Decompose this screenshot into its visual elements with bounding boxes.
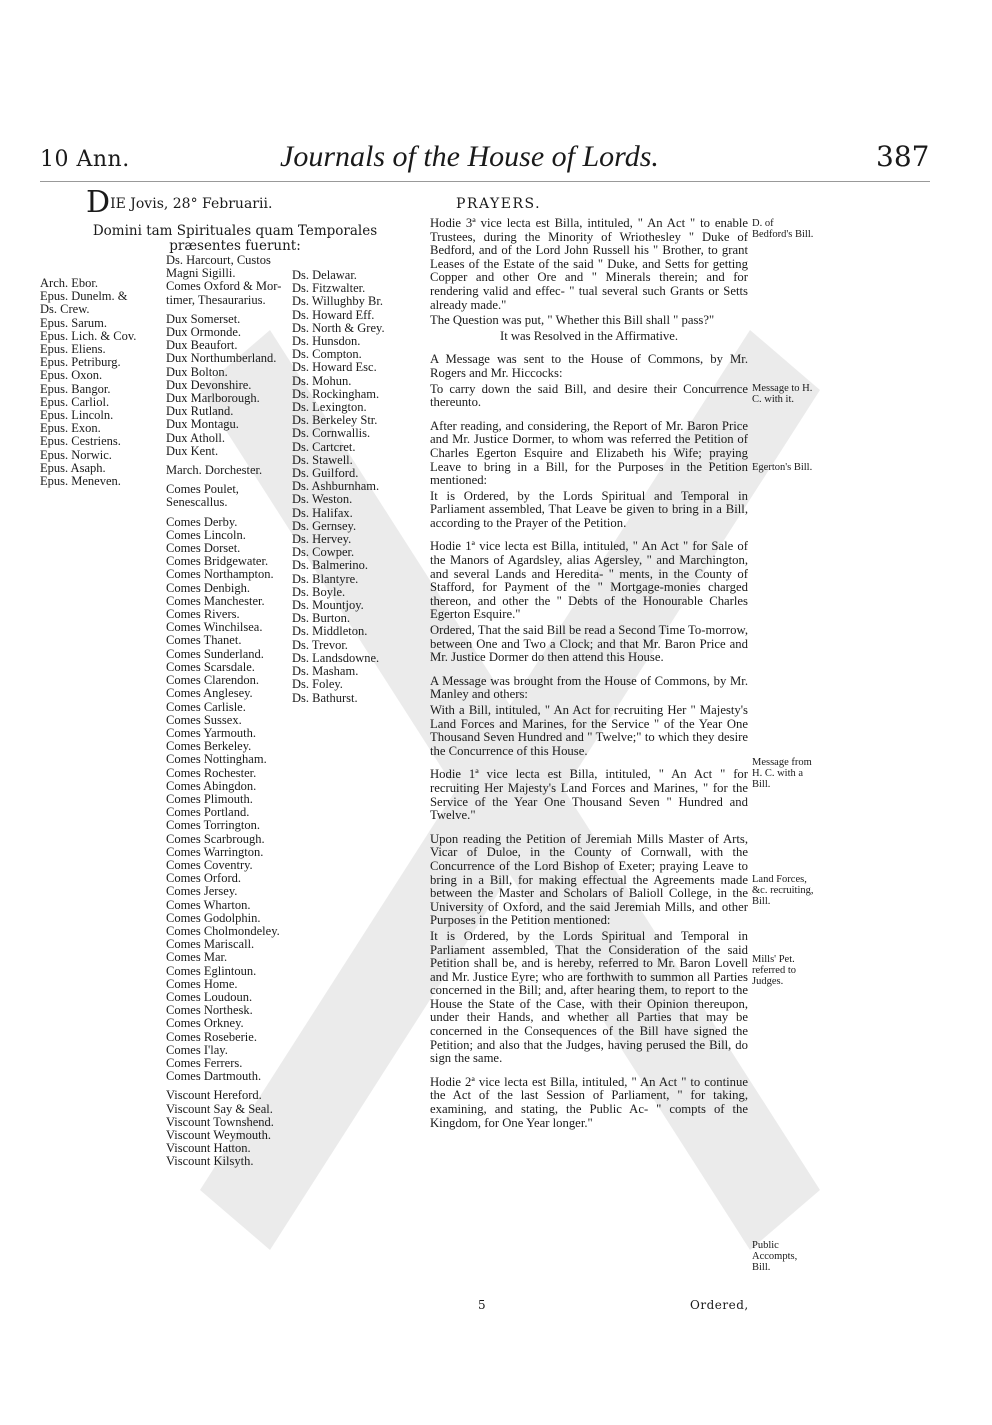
baron-entry: Ds. Howard Eff. [292,307,375,322]
bishop-entry: Epus. Dunelm. & [40,289,128,304]
bishop-entry: Epus. Lincoln. [40,408,114,423]
duke-entry: Dux Atholl. [166,430,226,445]
duke-entry: Dux Montagu. [166,417,239,432]
duke-entry: Dux Kent. [166,443,219,458]
viscount-entry: Viscount Townshend. [166,1114,274,1129]
viscount-entry: Viscount Kilsyth. [166,1154,254,1169]
earl-entry: Comes Rivers. [166,607,240,622]
earl-entry: Comes Cholmondeley. [166,923,280,938]
earl-entry: Comes Scarsdale. [166,659,255,674]
earl-entry: Comes Portland. [166,805,250,820]
bishop-entry: Epus. Lich. & Cov. [40,328,137,343]
duke-entry: Dux Ormonde. [166,325,241,340]
earl-entry: Comes Wharton. [166,897,251,912]
earl-entry: Comes Anglesey. [166,686,253,701]
margin-note-mills: Mills' Pet. referred to Judges. [752,954,797,987]
baron-entry: Ds. Compton. [292,347,362,362]
earl-entry: Comes Dorset. [166,541,241,556]
baron-entry: Ds. Fitzwalter. [292,281,366,296]
earl-entry: Comes Winchilsea. [166,620,263,635]
baron-entry: Ds. Bathurst. [292,690,358,705]
baron-entry: Ds. Stawell. [292,452,353,467]
earl-entry: Comes Warrington. [166,844,264,859]
viscount-entry: Viscount Say & Seal. [166,1101,273,1116]
earl-entry: Comes Derby. [166,514,238,529]
earl-entry: Comes Berkeley. [166,739,252,754]
baron-entry: Ds. Berkeley Str. [292,413,378,428]
duke-entry: Dux Marlborough. [166,391,260,406]
earl-entry: Comes Plimouth. [166,791,253,806]
bishop-entry: Ds. Crew. [40,302,90,317]
paragraph-agardsley-bill: Hodie 1ª vice lecta est Billa, intituled, " An Act " for Sale of the Manors of Agardsley, alias Agersley, " and Marchington, and several Lands and Heredita- " ments, in the County of Stafford, for Payment of the " Mortgage-monies charged thereon, and other the " Debts of the Honourable Charles Egerton Esquire." [430,539,748,622]
paragraph-mills-petition: Upon reading the Petition of Jeremiah Mills Master of Arts, Vicar of Duloe, in the County of Cornwall, with the Concurrence of the Lord Bishop of Exeter; praying Leave to bring in a Bill, for making effectual the Agreements made between the Master and Scholars of Balioll College, in the University of Oxford, and the said Jeremiah Mills, and other Purposes in the Petition mentioned: [430,831,748,928]
earl-entry: Comes Yarmouth. [166,725,256,740]
paragraph-bedford-bill: Hodie 3ª vice lecta est Billa, intituled, " An Act " to enable Trustees, during the Minority of Wriothesley " Duke of Bedford, and of the Lord John Russell his " Brother, to grant Leases of the Estate of the said " Duke, and Setts for getting Copper and other Ore and " Minerals therein; and for rendering valid and effec- " tual several such Grants or Setts already made." [430,216,748,312]
viscount-entry: Viscount Hereford. [166,1088,262,1103]
bishop-entry: Epus. Carliol. [40,394,110,409]
earl-entry: Comes I'lay. [166,1042,228,1057]
baron-entry: Ds. Balmerino. [292,558,369,573]
earl-entry: Comes Sunderland. [166,646,264,661]
baron-entry: Ds. Boyle. [292,584,346,599]
margin-note-land-forces: Land Forces, &c. recruiting, Bill. [752,874,814,907]
baron-entry: Ds. Rockingham. [292,386,380,401]
bishop-entry: Epus. Sarum. [40,315,108,330]
baron-entry: Ds. Halifax. [292,505,353,520]
baron-entry: Ds. Guilford. [292,466,359,481]
earl-entry: Comes Northesk. [166,1003,253,1018]
baron-entry: Ds. Middleton. [292,624,368,639]
earl-entry: Comes Roseberie. [166,1029,257,1044]
drop-initial: D [86,185,111,220]
bishop-entry: Epus. Oxon. [40,368,103,383]
earl-entry: Comes Carlisle. [166,699,246,714]
prayers-heading: PRAYERS. [456,196,542,212]
baron-entry: Ds. Lexington. [292,400,367,415]
margin-note-egerton: Egerton's Bill. [752,462,813,473]
barons-column [292,269,385,705]
viscount-entry: Viscount Weymouth. [166,1128,271,1142]
margin-note-public-accompts: Public Accompts, Bill. [752,1240,798,1273]
attendance-heading: Domini tam Spirituales quam Temporales præsentes fuerunt: [92,223,378,254]
earl-entry: Comes Sussex. [166,712,242,727]
catchword: Ordered, [690,1298,749,1312]
earl-entry: Comes Loudoun. [166,989,253,1004]
running-head-title: Journals of the House of Lords. [280,140,659,173]
paragraph-resolved: It was Resolved in the Affirmative. [499,328,679,343]
date-text: IE Jovis, 28° Februarii. [110,196,273,212]
bishop-entry: Epus. Bangor. [40,381,111,396]
baron-entry: Ds. Willughby Br. [292,294,383,309]
duke-entry: Dux Beaufort. [166,338,238,353]
baron-entry: Ds. Ashburnham. [292,479,380,494]
paragraph-question: The Question was put, " Whether this Bill shall " pass?" [430,313,715,328]
earl-entry: Comes Godolphin. [166,910,261,925]
lords-spiritual-column [40,277,136,488]
baron-entry: Ds. Gernsey. [292,518,357,533]
steward-entry: Comes Poulet, [166,482,239,497]
earl-entry: Comes Ferrers. [166,1055,243,1070]
paragraph-egerton-order: It is Ordered, by the Lords Spiritual and Temporal in Parliament assembled, That Leave be given to bring in a Bill, according to the Prayer of the Petition. [430,488,748,530]
duke-entry: Dux Devonshire. [166,377,252,392]
bishop-entry: Epus. Norwic. [40,447,112,462]
paragraph-second-reading-order: Ordered, That the said Bill be read a Second Time To-morrow, between One and Two a Clock; and that Mr. Baron Price and Mr. Justice Dormer do then attend this House. [430,623,748,665]
proceedings-text [430,217,748,1140]
paragraph-message-brought: A Message was brought from the House of Commons, by Mr. Manley and others: [430,673,748,702]
earl-entry: Comes Eglintoun. [166,963,257,978]
earl-entry: Comes Torrington. [166,818,261,833]
page-number: 387 [876,140,930,173]
baron-entry: Ds. Trevor. [292,637,348,652]
baron-entry: Ds. Delawar. [292,268,357,282]
earl-entry: Comes Orford. [166,871,241,886]
earl-entry: Comes Clarendon. [166,673,260,688]
baron-entry: Ds. North & Grey. [292,320,385,335]
officer-entry: timer, Thesaurarius. [166,292,266,307]
earl-entry: Comes Denbigh. [166,580,251,595]
earl-entry: Comes Home. [166,976,238,991]
viscount-entry: Viscount Hatton. [166,1141,251,1156]
paragraph-public-accompts: Hodie 2ª vice lecta est Billa, intituled, " An Act " to continue the Act of the last Session of Parliament, " for taking, examining, and stating, the Public Ac- " compts of the Kingdom, for One Year longer." [430,1074,748,1130]
earl-entry: Comes Orkney. [166,1016,244,1031]
bishop-entry: Epus. Eliens. [40,342,106,357]
earl-entry: Comes Rochester. [166,765,257,780]
margin-note-message-to-hc: Message to H. C. with it. [752,383,813,405]
margin-note-message-from-hc: Message from H. C. with a Bill. [752,757,812,790]
baron-entry: Ds. Weston. [292,492,353,507]
baron-entry: Ds. Cowper. [292,545,355,560]
header-rule [40,181,930,182]
baron-entry: Ds. Foley. [292,677,343,692]
earl-entry: Comes Mar. [166,950,228,965]
earl-entry: Comes Abingdon. [166,778,257,793]
paragraph-recruiting-bill: With a Bill, intituled, " An Act for recruiting Her " Majesty's Land Forces and Marines, for the Service " of the Year One Thousand Seven Hundred and " Twelve;" to which they desire the Concurrence of this House. [430,703,748,758]
baron-entry: Ds. Masham. [292,664,359,679]
duke-entry: Dux Bolton. [166,364,228,379]
earl-entry: Comes Manchester. [166,593,265,608]
earl-entry: Comes Lincoln. [166,527,246,542]
duke-entry: Dux Northumberland. [166,351,277,366]
earl-entry: Comes Northampton. [166,567,274,582]
earl-entry: Comes Thanet. [166,633,242,648]
duke-entry: Dux Somerset. [166,311,241,326]
paragraph-carry-down: To carry down the said Bill, and desire their Concurrence thereunto. [430,381,748,410]
paragraph-mills-order: It is Ordered, by the Lords Spiritual and Temporal in Parliament assembled, That the Consideration of the said Petition shall be, and is hereby, referred to Mr. Baron Lovell and Mr. Justice Eyre; who are forthwith to summon all Parties concerned in the Bill; and, after hearing them, to report to the House the State of the Case, with their Opinion thereupon, under their Hands, and whether all Parties that may be concerned in the Consequences of the Bill have signed the Petition; and also that the Judges, having perused the Bill, do sign the same. [430,928,748,1066]
marquess-entry: March. Dorchester. [166,463,263,478]
baron-entry: Ds. Hunsdon. [292,334,361,349]
officer-entry: Comes Oxford & Mor- [166,279,282,294]
bishop-entry: Epus. Cestriens. [40,434,121,449]
earl-entry: Comes Bridgewater. [166,554,269,569]
baron-entry: Ds. Cornwallis. [292,426,371,441]
paragraph-recruiting-reading: Hodie 1ª vice lecta est Billa, intituled, " An Act " for recruiting Her Majesty's Land Forces and Marines, " for the Service of the Year One Thousand Seven " Hundred and Twelve." [430,767,748,823]
earl-entry: Comes Nottingham. [166,752,267,767]
baron-entry: Ds. Blantyre. [292,571,359,586]
bishop-entry: Epus. Asaph. [40,460,106,475]
bishop-entry: Arch. Ebor. [40,276,98,290]
earl-entry: Comes Dartmouth. [166,1069,262,1084]
paragraph-egerton-report: After reading, and considering, the Report of Mr. Baron Price and Mr. Justice Dormer, to whom was referred the Petition of Charles Egerton Esquire and Elizabeth his Wife; praying Leave to bring in a Bill, for the Purposes in the Petition mentioned: [430,418,748,488]
earl-entry: Comes Jersey. [166,884,238,899]
sitting-date-heading [86,185,273,220]
baron-entry: Ds. Cartcret. [292,439,356,454]
baron-entry: Ds. Burton. [292,611,350,626]
baron-entry: Ds. Mountjoy. [292,598,364,613]
baron-entry: Ds. Mohun. [292,373,352,388]
baron-entry: Ds. Landsdowne. [292,650,380,665]
lords-temporal-column [166,254,281,1169]
baron-entry: Ds. Hervey. [292,532,352,547]
bishop-entry: Epus. Petriburg. [40,355,121,370]
duke-entry: Dux Rutland. [166,404,234,419]
margin-note-bedford: D. of Bedford's Bill. [752,218,814,240]
running-head-regnal-year: 10 Ann. [40,147,130,172]
bishop-entry: Epus. Meneven. [40,474,121,489]
bishop-entry: Epus. Exon. [40,421,101,436]
baron-entry: Ds. Howard Esc. [292,360,377,375]
earl-entry: Comes Coventry. [166,857,253,872]
officer-entry: Magni Sigilli. [166,266,236,281]
steward-entry: Senescallus. [166,495,228,510]
paragraph-message-sent: A Message was sent to the House of Commons, by Mr. Rogers and Mr. Hiccocks: [430,352,748,380]
signature-mark: 5 [478,1298,486,1312]
earl-entry: Comes Mariscall. [166,937,255,952]
earl-entry: Comes Scarbrough. [166,831,265,846]
officer-entry: Ds. Harcourt, Custos [166,253,271,267]
